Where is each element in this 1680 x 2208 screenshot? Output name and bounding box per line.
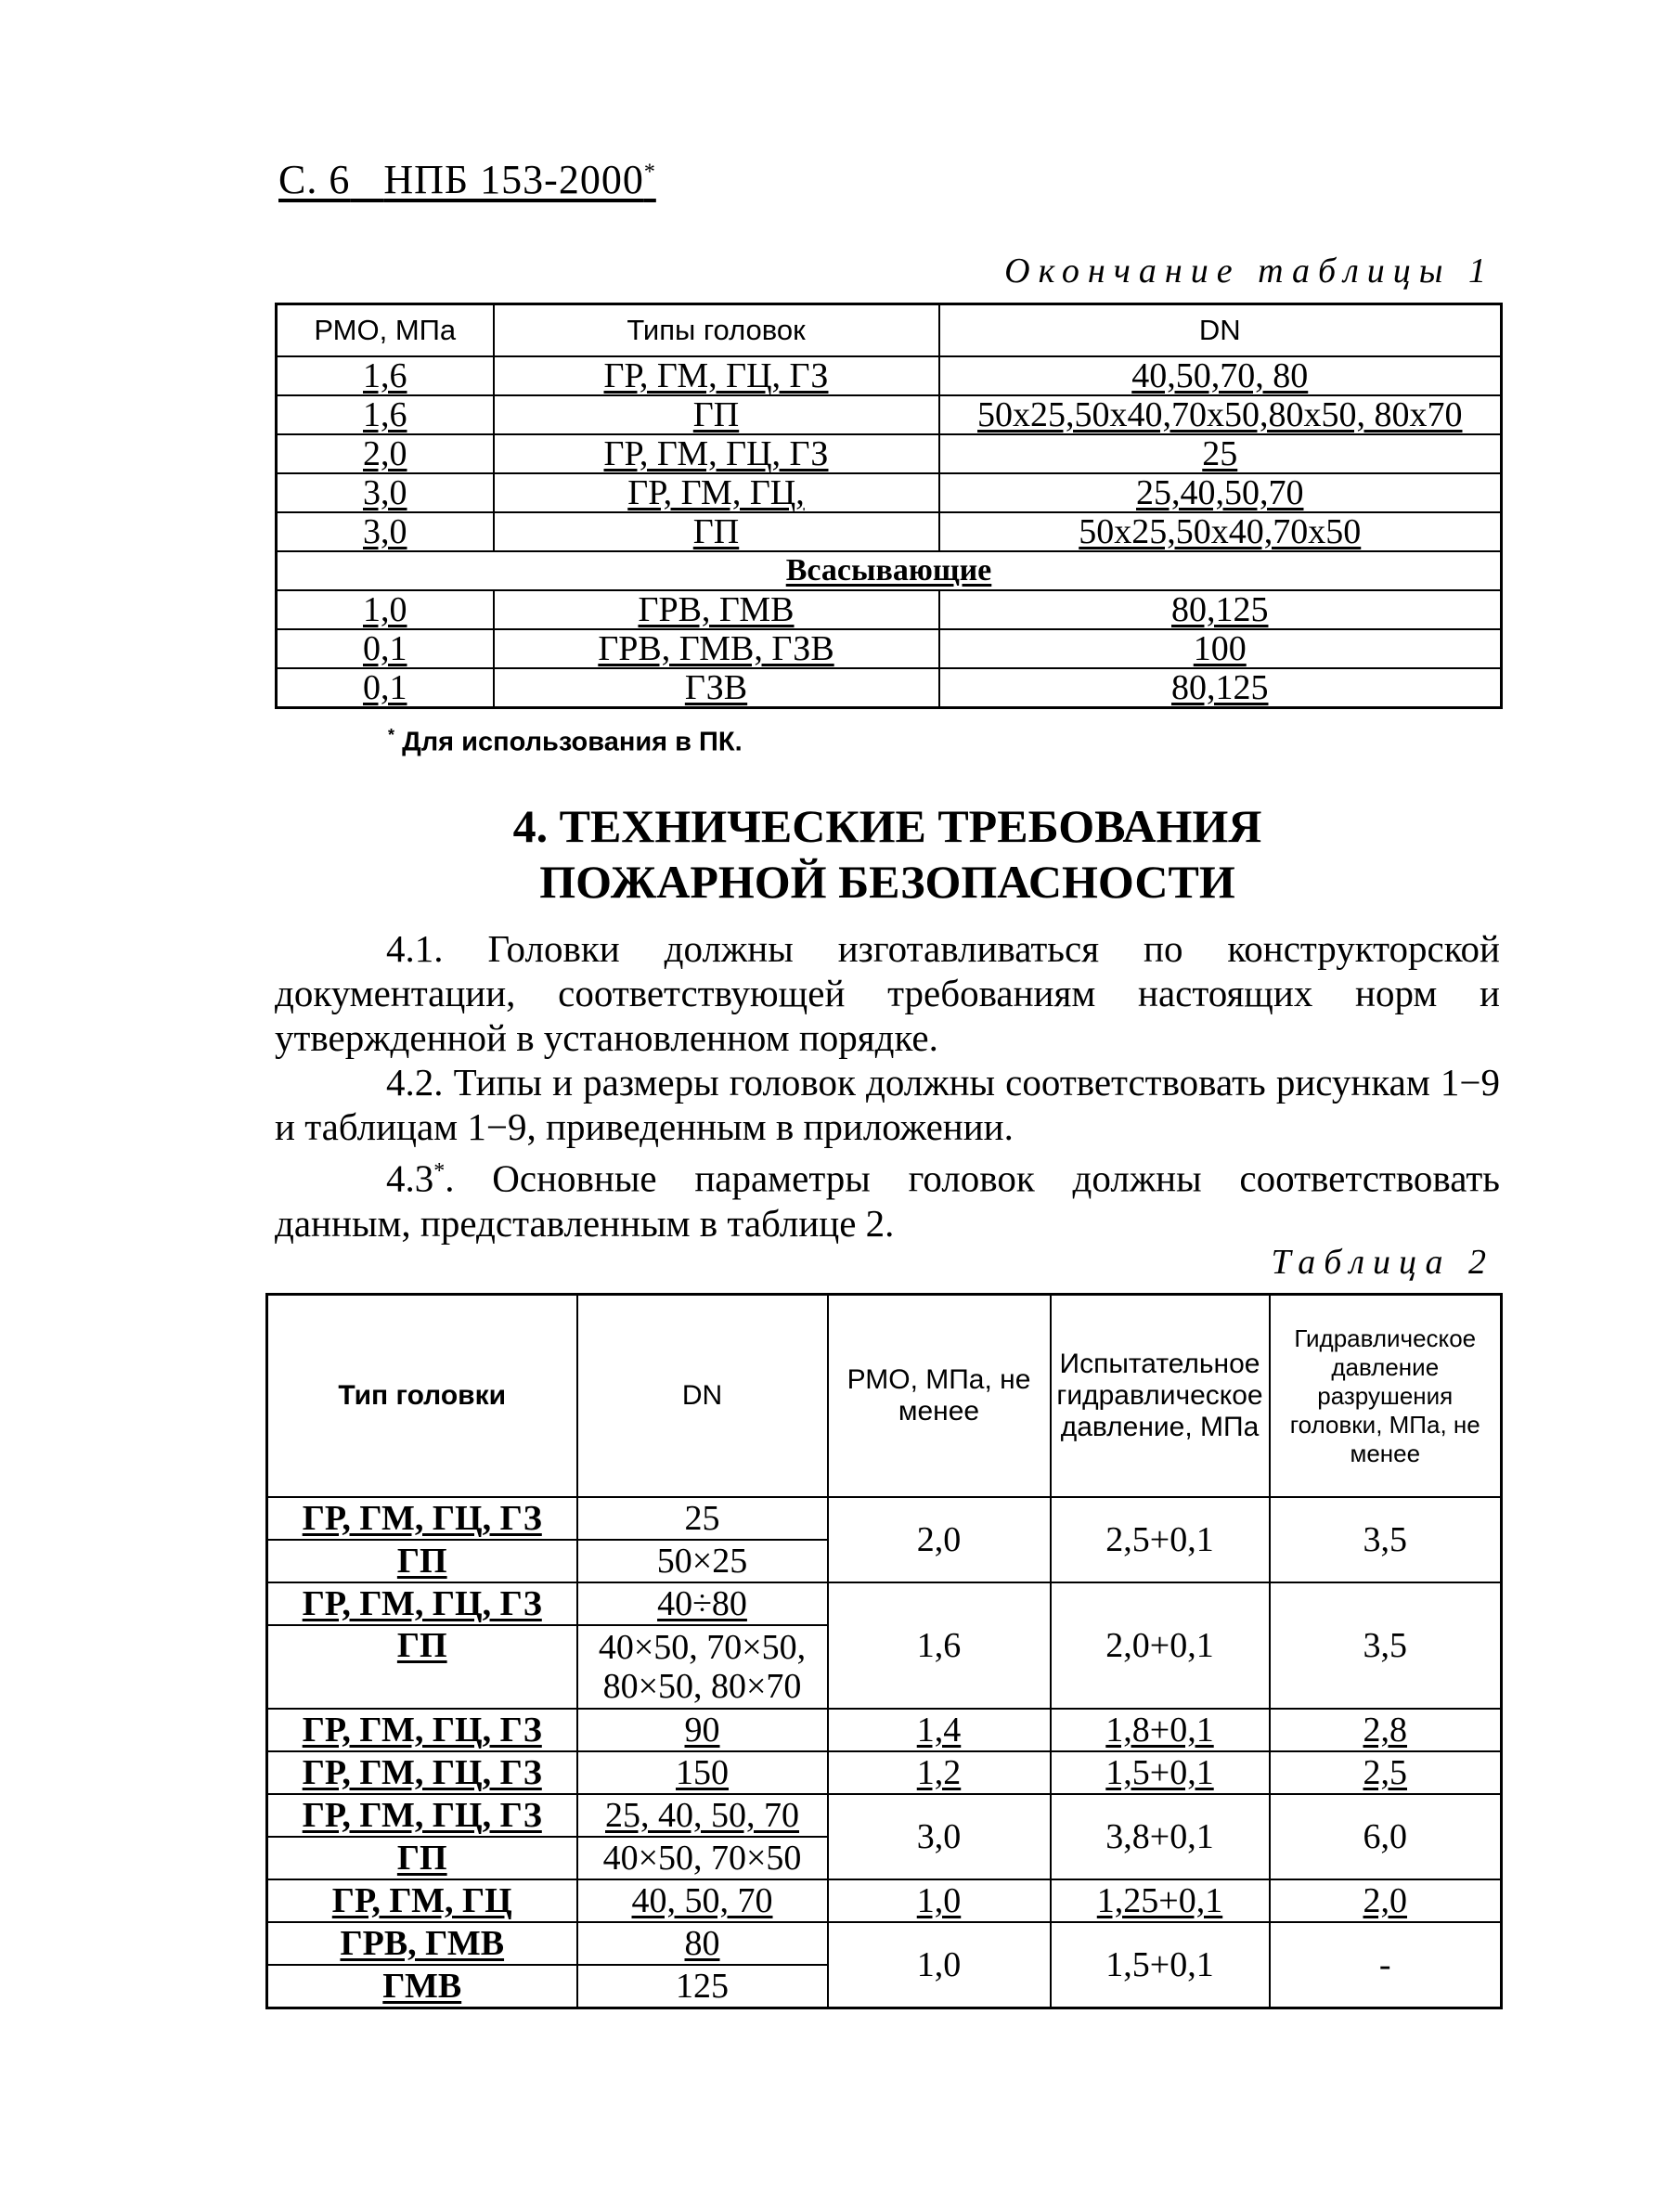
cell-pmo: 1,4 <box>828 1709 1051 1751</box>
table1-caption: Окончание таблицы 1 <box>1004 252 1494 291</box>
cell-dn: 80,125 <box>939 590 1502 629</box>
table1-col-types: Типы головок <box>494 304 939 357</box>
table-row <box>277 629 1502 668</box>
section-title-line2: ПОЖАРНОЙ БЕЗОПАСНОСТИ <box>539 856 1235 908</box>
paragraph-number: 4.3 <box>386 1156 434 1200</box>
cell-dn-line1: 40×50, 70×50, <box>598 1628 807 1667</box>
cell-types: ГР, ГМ, ГЦ, <box>494 473 939 512</box>
cell-test-pressure: 2,5+0,1 <box>1051 1497 1270 1582</box>
cell-type: ГР, ГМ, ГЦ, ГЗ <box>267 1497 577 1540</box>
cell-pmo: 3,0 <box>277 473 494 512</box>
cell-pmo: 3,0 <box>277 512 494 551</box>
section-title-line1: 4. ТЕХНИЧЕСКИЕ ТРЕБОВАНИЯ <box>512 800 1262 852</box>
paragraph-4-2 <box>275 1060 1500 1149</box>
cell-dn: 40×50, 70×50 <box>577 1837 828 1879</box>
cell-test-pressure: 1,5+0,1 <box>1051 1922 1270 2008</box>
cell-dn: 80,125 <box>939 668 1502 708</box>
table2-col-dn: DN <box>577 1295 828 1498</box>
table-row <box>277 512 1502 551</box>
cell-dn-line2: 80×50, 80×70 <box>602 1667 802 1706</box>
table2-col-test-pressure: Испытательное гидравлическое давление, МПа <box>1051 1295 1270 1498</box>
cell-pmo: 1,6 <box>828 1582 1051 1709</box>
cell-pmo: 1,6 <box>277 395 494 434</box>
paragraph-text: 4.2. Типы и размеры головок должны соответствовать рисункам 1−9 и таблицам 1−9, приведенным в приложении. <box>275 1061 1500 1148</box>
page-number: С. 6 <box>278 157 351 202</box>
section-title <box>275 798 1500 910</box>
table-row <box>277 590 1502 629</box>
cell-type: ГР, ГМ, ГЦ <box>267 1879 577 1922</box>
cell-type: ГР, ГМ, ГЦ, ГЗ <box>267 1751 577 1794</box>
table-row <box>267 1751 1502 1794</box>
cell-type: ГП <box>267 1625 577 1709</box>
paragraph-text: . Основные параметры головок должны соответствовать данным, представленным в таблице 2. <box>275 1156 1500 1245</box>
cell-test-pressure: 1,8+0,1 <box>1051 1709 1270 1751</box>
cell-dn: 25,40,50,70 <box>939 473 1502 512</box>
cell-pmo: 2,0 <box>828 1497 1051 1582</box>
table-row <box>277 356 1502 395</box>
cell-pmo: 0,1 <box>277 668 494 708</box>
table-row <box>267 1794 1502 1837</box>
cell-type: ГР, ГМ, ГЦ, ГЗ <box>267 1794 577 1837</box>
cell-dn: 50×25 <box>577 1540 828 1582</box>
page-header <box>278 156 656 203</box>
cell-type: ГП <box>267 1837 577 1879</box>
table-row <box>277 668 1502 708</box>
table1-col-dn: DN <box>939 304 1502 357</box>
table-row <box>267 1879 1502 1922</box>
paragraph-text: 4.1. Головки должны изготавливаться по конструкторской документации, соответствующей требованиям настоящих норм и утвержденной в установленном порядке. <box>275 927 1500 1059</box>
paragraph-4-3 <box>275 1149 1500 1246</box>
table-row <box>267 1922 1502 1965</box>
cell-dn: 50x25,50x40,70x50 <box>939 512 1502 551</box>
cell-dn <box>577 1625 828 1709</box>
table1 <box>275 303 1503 709</box>
cell-types: ГР, ГМ, ГЦ, ГЗ <box>494 434 939 473</box>
cell-test-pressure: 3,8+0,1 <box>1051 1794 1270 1879</box>
cell-burst-pressure: 2,0 <box>1270 1879 1502 1922</box>
document-code: НПБ 153-2000 <box>383 157 644 202</box>
cell-types: ГРВ, ГМВ <box>494 590 939 629</box>
cell-dn: 150 <box>577 1751 828 1794</box>
cell-type: ГП <box>267 1540 577 1582</box>
footnote-text: Для использования в ПК. <box>402 727 743 757</box>
cell-pmo: 1,2 <box>828 1751 1051 1794</box>
table1-section-row <box>277 551 1502 590</box>
cell-types: ГЗВ <box>494 668 939 708</box>
revision-mark: * <box>643 160 656 185</box>
cell-type: ГРВ, ГМВ <box>267 1922 577 1965</box>
table2-header-row <box>267 1295 1502 1498</box>
cell-pmo: 1,0 <box>828 1879 1051 1922</box>
cell-pmo: 1,0 <box>277 590 494 629</box>
cell-pmo: 0,1 <box>277 629 494 668</box>
table2 <box>265 1293 1503 2009</box>
cell-burst-pressure: 6,0 <box>1270 1794 1502 1879</box>
cell-pmo: 1,6 <box>277 356 494 395</box>
cell-type: ГМВ <box>267 1965 577 2008</box>
footnote-mark: * <box>388 726 395 744</box>
paragraph-4-1 <box>275 926 1500 1060</box>
cell-test-pressure: 1,5+0,1 <box>1051 1751 1270 1794</box>
table2-caption: Таблица 2 <box>1271 1243 1494 1282</box>
table-row <box>277 473 1502 512</box>
cell-types: ГП <box>494 512 939 551</box>
cell-dn: 50x25,50x40,70x50,80x50, 80x70 <box>939 395 1502 434</box>
cell-type: ГР, ГМ, ГЦ, ГЗ <box>267 1709 577 1751</box>
cell-types: ГР, ГМ, ГЦ, ГЗ <box>494 356 939 395</box>
cell-type: ГР, ГМ, ГЦ, ГЗ <box>267 1582 577 1625</box>
cell-pmo: 3,0 <box>828 1794 1051 1879</box>
table-row <box>277 395 1502 434</box>
cell-dn: 90 <box>577 1709 828 1751</box>
cell-pmo: 1,0 <box>828 1922 1051 2008</box>
cell-types: ГРВ, ГМВ, ГЗВ <box>494 629 939 668</box>
cell-dn: 100 <box>939 629 1502 668</box>
cell-dn: 40, 50, 70 <box>577 1879 828 1922</box>
table2-col-type: Тип головки <box>267 1295 577 1498</box>
cell-dn: 40÷80 <box>577 1582 828 1625</box>
cell-dn: 25, 40, 50, 70 <box>577 1794 828 1837</box>
cell-test-pressure: 2,0+0,1 <box>1051 1582 1270 1709</box>
cell-burst-pressure: 2,8 <box>1270 1709 1502 1751</box>
cell-burst-pressure: 3,5 <box>1270 1582 1502 1709</box>
table-row <box>267 1582 1502 1625</box>
table-row <box>277 434 1502 473</box>
cell-dn: 80 <box>577 1922 828 1965</box>
section-label-suction: Всасывающие <box>277 551 1502 590</box>
cell-types: ГП <box>494 395 939 434</box>
cell-burst-pressure: 2,5 <box>1270 1751 1502 1794</box>
cell-burst-pressure: - <box>1270 1922 1502 2008</box>
cell-pmo: 2,0 <box>277 434 494 473</box>
table1-header-row <box>277 304 1502 357</box>
cell-dn: 125 <box>577 1965 828 2008</box>
cell-dn: 40,50,70, 80 <box>939 356 1502 395</box>
footnote <box>388 726 743 758</box>
revision-mark: * <box>433 1159 446 1183</box>
table2-col-burst-pressure: Гидравлическое давление разрушения головки, МПа, не менее <box>1270 1295 1502 1498</box>
table-row <box>267 1497 1502 1540</box>
cell-dn: 25 <box>939 434 1502 473</box>
cell-burst-pressure: 3,5 <box>1270 1497 1502 1582</box>
table1-col-pmo: РМО, МПа <box>277 304 494 357</box>
cell-test-pressure: 1,25+0,1 <box>1051 1879 1270 1922</box>
cell-dn: 25 <box>577 1497 828 1540</box>
table2-col-pmo: РМО, МПа, не менее <box>828 1295 1051 1498</box>
table-row <box>267 1709 1502 1751</box>
